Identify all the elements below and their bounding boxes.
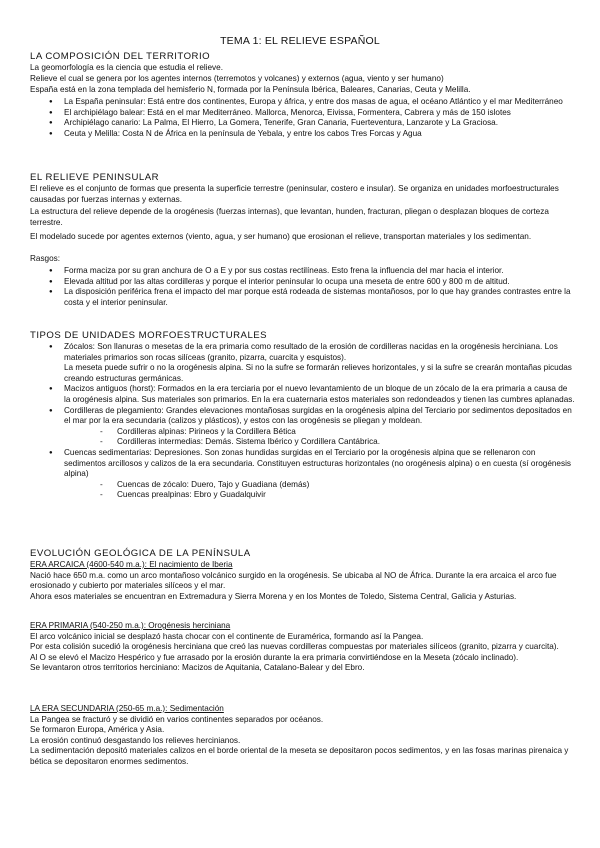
- paragraph: Relieve el cual se genera por los agentes internos (terremotos y volcanes) y externos (agua, viento y ser humano): [30, 74, 444, 83]
- paragraph: Se formaron Europa, América y Asia.: [30, 725, 165, 735]
- era-secundaria-title: LA ERA SECUNDARIA (250-65 m.a.): Sedimentación: [30, 704, 224, 713]
- paragraph: La erosión continuó desgastando los relieves hercinianos.: [30, 735, 241, 745]
- paragraph: La Pangea se fracturó y se dividió en varios continentes separados por océanos.: [30, 714, 324, 724]
- section-heading-unidades: TIPOS DE UNIDADES MORFOESTRUCTURALES: [30, 330, 268, 341]
- cuencas-text: Cuencas sedimentarias: Depresiones. Son zonas hundidas surgidas en el Terciario por la orogénesis alpina que se rellenaron con sedimentos arcillosos y calizos de la era secundaria. Constituyen estructuras horizontales (no orogénesis alpina) o en cuesta (sí orogénesis alpina): [64, 447, 571, 479]
- section-heading-relieve-peninsular: EL RELIEVE PENINSULAR: [30, 172, 160, 183]
- list-item-zocalos: [30, 342, 575, 384]
- paragraph: El arco volcánico inicial se desplazó hasta chocar con el continente de Euramérica, formando así la Pangea.: [30, 631, 424, 641]
- paragraph: La sedimentación depositó materiales calizos en el borde oriental de la meseta se depositaron pocos sedimentos, y en las fosas marinas pirenaica y bética se depositaron enormes sedimentos.: [30, 746, 569, 766]
- list-item: ● Elevada altitud por las altas cordilleras y porque el interior peninsular lo ocupa una meseta de entre 600 y 800 m de altitud.: [30, 277, 575, 288]
- paragraph: El modelado sucede por agentes externos (viento, agua, y ser humano) que erosionan el relieve, transportan materiales y los sedimentan.: [30, 232, 532, 241]
- era-secundaria-block: [30, 704, 575, 768]
- list-item: ● Archipiélago canario: La Palma, El Hierro, La Gomera, Tenerife, Gran Canaria, Fuerteventura, Lanzarote y La Graciosa.: [30, 118, 575, 129]
- sub-list-cordilleras: [64, 427, 575, 448]
- zocalos-text: Zócalos: Son llanuras o mesetas de la era primaria como resultado de la erosión de cordilleras nacidas en la orogénesis herciniana. Los materiales primarios son rocas silíceas (granito, pizarra, cuarcita y esquistos).: [64, 342, 558, 362]
- list-item: ● El archipiélago balear: Está en el mar Mediterráneo. Mallorca, Menorca, Eivissa, Formentera, Cabrera y más de 150 islotes: [30, 108, 575, 119]
- list-item-macizos: ● Macizos antiguos (horst): Formados en la era terciaria por el nuevo levantamiento de un bloque de un zócalo de la era primaria a causa de la orogénesis alpina. Sus materiales son primarios. En la era cuaternaria estos materiales son redondeados y tienen las cumbres aplanadas.: [30, 384, 575, 405]
- era-primaria-block: [30, 621, 575, 674]
- sub-list-item: - Cuencas de zócalo: Duero, Tajo y Guadiana (demás): [64, 480, 575, 491]
- list-item: ● Forma maciza por su gran anchura de O a E y por sus costas rectilíneas. Esto frena la influencia del mar hacia el interior.: [30, 266, 575, 277]
- document-title: TEMA 1: EL RELIEVE ESPAÑOL: [220, 35, 380, 47]
- paragraph: España está en la zona templada del hemisferio N, formada por la Península Ibérica, Baleares, Canarias, Ceuta y Melilla.: [30, 85, 471, 94]
- cordilleras-text: Cordilleras de plegamiento: Grandes elevaciones montañosas surgidas en la orogénesis alpina del Terciario por sedimentos depositados en el mar por la era secundaria (calizos y plásticos), y estos con las orogénesis se pliegan y moldean.: [64, 405, 572, 426]
- paragraph: Se levantaron otros territorios herciniano: Macizos de Aquitania, Catalano-Balear y del Ebro.: [30, 663, 365, 673]
- section-heading-evolucion: EVOLUCIÓN GEOLÓGICA DE LA PENÍNSULA: [30, 548, 251, 559]
- rasgos-label: Rasgos:: [30, 254, 61, 263]
- sub-list-item: - Cordilleras alpinas: Pirineos y la Cordillera Bética: [64, 427, 575, 438]
- bullet-list-rasgos: [30, 266, 575, 308]
- paragraph: El relieve es el conjunto de formas que presenta la superficie terrestre (peninsular, costero e insular). Se organiza en unidades morfoestructurales causadas por fuerzas internas y externas.: [30, 184, 559, 204]
- era-arcaica-title: ERA ARCAICA (4600-540 m.a.): El nacimiento de Iberia: [30, 560, 233, 569]
- sub-list-item: - Cuencas prealpinas: Ebro y Guadalquivir: [64, 490, 575, 501]
- paragraph: Ahora esos materiales se encuentran en Extremadura y Sierra Morena y en los Montes de Toledo, Sistema Central, Galicia y Asturias.: [30, 591, 517, 601]
- zocalos-continuation: La meseta puede sufrir o no la orogénesis alpina. Si no la sufre se formarán relieves horizontales, y si la sufre se crearán montañas picudas creando estructuras germánicas.: [64, 363, 572, 383]
- era-arcaica-block: [30, 560, 575, 602]
- era-primaria-title: ERA PRIMARIA (540-250 m.a.): Orogénesis herciniana: [30, 621, 231, 630]
- paragraph: La estructura del relieve depende de la orogénesis (fuerzas internas), que levantan, hunden, fracturan, pliegan o desplazan bloques de corteza terrestre.: [30, 207, 549, 227]
- list-item: ● Ceuta y Melilla: Costa N de África en la península de Yebala, y entre los cabos Tres Forcas y Agua: [30, 129, 575, 140]
- bullet-list-territorios: [30, 97, 575, 139]
- list-item-cordilleras: [30, 406, 575, 448]
- section-heading-composicion: LA COMPOSICIÓN DEL TERRITORIO: [30, 51, 211, 62]
- paragraph: Por esta colisión sucedió la orogénesis herciniana que creó las nuevas cordilleras compuestas por materiales silíceos (granito, pizarra y cuarcita).: [30, 642, 559, 652]
- list-item-cuencas: [30, 448, 575, 501]
- sub-list-cuencas: [64, 480, 575, 501]
- list-item: ● La España peninsular: Está entre dos continentes, Europa y áfrica, y entre dos masas de agua, el océano Atlántico y el mar Mediterráneo: [30, 97, 575, 108]
- sub-list-item: - Cordilleras intermedias: Demás. Sistema Ibérico y Cordillera Cantábrica.: [64, 437, 575, 448]
- list-item: ● La disposición periférica frena el impacto del mar porque está rodeada de sistemas montañosos, por lo que hay grandes contrastes entre la costa y el interior peninsular.: [30, 287, 575, 308]
- paragraph: La geomorfología es la ciencia que estudia el relieve.: [30, 63, 223, 72]
- paragraph: Al O se elevó el Macizo Hespérico y fue arrasado por la erosión durante la era primaria convirtiéndose en la Meseta (zócalo inclinado).: [30, 652, 519, 662]
- paragraph: Nació hace 650 m.a. como un arco montañoso volcánico surgido en la orogénesis. Se ubicaba al NO de África. Durante la era arcaica el arco fue erosionado y cubierto por materiales silíceos y el mar.: [30, 570, 557, 591]
- bullet-list-unidades: [30, 342, 575, 501]
